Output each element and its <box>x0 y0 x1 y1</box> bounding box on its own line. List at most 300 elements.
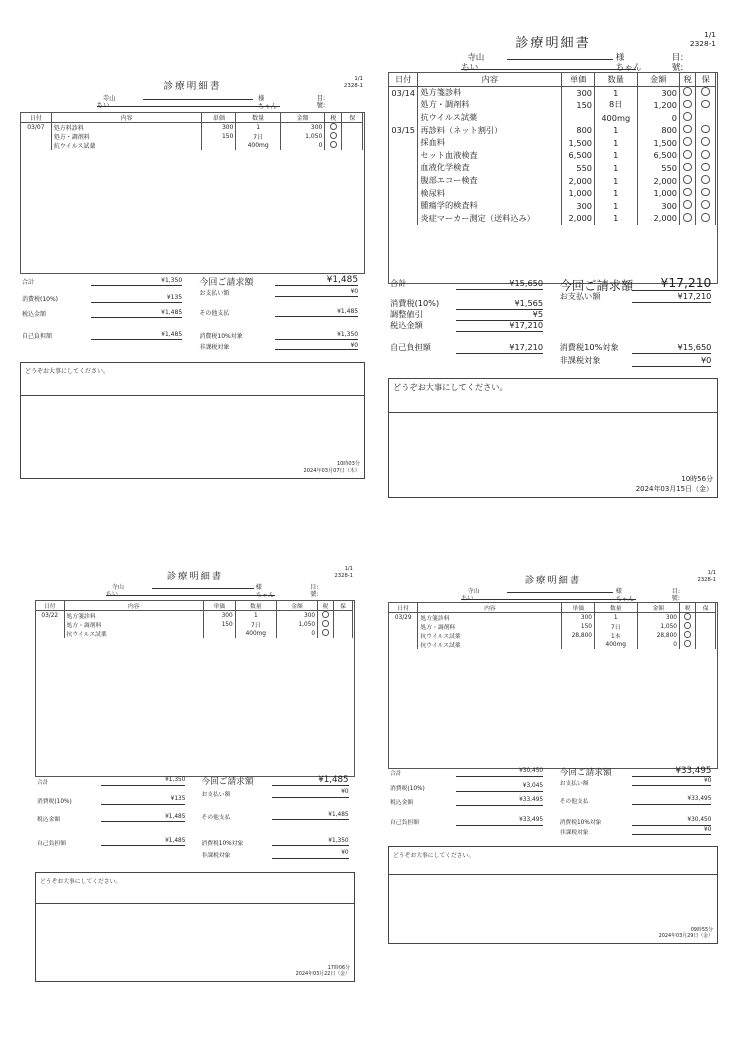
tax-included-total-label: 税込金額 <box>390 800 414 807</box>
owner-honorific: 様 <box>615 588 622 596</box>
item-insurance-mark <box>342 132 363 141</box>
item-date <box>389 136 418 149</box>
column-header: 内容 <box>51 113 201 123</box>
tax-circle-icon <box>322 611 329 618</box>
taxable-10-percent-underline <box>632 353 711 354</box>
pet-name-underline <box>461 69 636 70</box>
item-unit-price: 1,000 <box>562 187 595 200</box>
pet-honorific: ちゃん <box>615 63 642 74</box>
item-content: 腹部エコー検査 <box>418 174 562 187</box>
column-header: 内容 <box>64 601 203 611</box>
current-bill-value: ¥17,210 <box>660 276 712 290</box>
owner-last-name: 寺山 <box>467 52 485 63</box>
print-timestamp <box>659 927 713 940</box>
item-date <box>21 141 52 150</box>
insurance-circle-icon <box>701 213 710 222</box>
owner-name-underline <box>143 99 253 100</box>
non-taxable-value: ¥0 <box>350 341 359 349</box>
column-header: 金額 <box>280 113 324 123</box>
item-insurance-mark <box>696 622 716 631</box>
message-divider <box>389 874 717 875</box>
total-label: 合計 <box>390 278 407 288</box>
print-date: 2024年03月07日（木） <box>303 468 360 475</box>
tax-included-total-value: ¥33,495 <box>519 797 544 804</box>
item-content: 抗ウイルス試薬 <box>418 631 562 640</box>
item-amount: 1,500 <box>637 136 680 149</box>
item-amount: 28,800 <box>637 631 680 640</box>
message-text: どうぞお大事にしてください。 <box>393 382 508 392</box>
item-date <box>389 199 418 212</box>
tax-circle-icon <box>683 137 692 146</box>
ward-label: 目: <box>316 94 326 102</box>
consumption-tax-value: ¥135 <box>166 293 183 301</box>
taxable-10-percent-underline <box>632 825 711 826</box>
message-text: どうぞお大事にしてください。 <box>393 853 475 859</box>
item-tax-mark <box>680 149 696 162</box>
owner-last-name: 寺山 <box>102 94 116 102</box>
page-count: 1/1 <box>344 566 353 572</box>
item-unit-price: 28,800 <box>562 631 595 640</box>
item-date <box>389 187 418 200</box>
item-content: 処方・調剤料 <box>418 622 562 631</box>
item-date <box>36 620 65 629</box>
item-tax-mark <box>680 613 696 623</box>
owner-last-name: 寺山 <box>467 588 480 596</box>
table-row <box>389 199 716 212</box>
table-row <box>389 162 716 175</box>
patient-info <box>105 582 336 599</box>
item-insurance-mark <box>696 149 716 162</box>
tax-circle-icon <box>322 629 329 636</box>
message-divider <box>36 903 354 904</box>
header-row <box>389 603 716 613</box>
item-quantity: 1 <box>595 199 638 212</box>
item-tax-mark <box>318 620 334 629</box>
table-row <box>389 174 716 187</box>
item-amount: 1,050 <box>280 132 324 141</box>
item-amount: 1,050 <box>637 622 680 631</box>
tax-circle-icon <box>683 175 692 184</box>
header-row <box>21 113 363 123</box>
column-header: 内容 <box>418 73 562 87</box>
table-row <box>36 629 353 638</box>
item-tax-mark <box>680 99 696 112</box>
number-label: 號: <box>671 595 680 603</box>
total-underline <box>101 785 185 786</box>
item-quantity: 1 <box>595 212 638 225</box>
pet-name-underline <box>106 595 276 596</box>
message-box <box>35 872 355 982</box>
non-taxable-underline <box>272 858 349 859</box>
self-payment-value: ¥33,495 <box>519 817 544 823</box>
current-bill-underline <box>272 785 349 786</box>
non-taxable-label: 非課税対象 <box>201 853 231 860</box>
current-bill-value: ¥1,485 <box>318 775 349 785</box>
consumption-tax-value: ¥135 <box>170 796 186 803</box>
item-unit-price: 6,500 <box>562 149 595 162</box>
item-amount: 300 <box>276 611 317 621</box>
item-quantity: 7日 <box>236 132 280 141</box>
non-taxable-underline <box>632 366 711 367</box>
insurance-circle-icon <box>701 200 710 209</box>
item-content: 処方・調剤料 <box>64 620 203 629</box>
message-text: どうぞお大事にしてください。 <box>25 368 110 375</box>
item-quantity: 1 <box>595 187 638 200</box>
message-divider <box>21 395 364 396</box>
item-unit-price: 1,500 <box>562 136 595 149</box>
consumption-tax-value: ¥1,565 <box>514 298 544 309</box>
item-insurance-mark <box>696 162 716 175</box>
item-unit-price <box>562 111 595 124</box>
payment-amount-underline <box>272 797 349 798</box>
table-row <box>389 187 716 200</box>
page-number <box>690 30 716 48</box>
message-box <box>388 846 718 944</box>
current-bill-label: 今回ご請求額 <box>559 768 612 778</box>
payment-amount-value: ¥17,210 <box>677 290 712 301</box>
column-header: 日付 <box>21 113 52 123</box>
patient-info <box>461 586 698 603</box>
item-quantity: 1 <box>595 613 638 623</box>
items-table <box>35 600 353 638</box>
column-header: 金額 <box>276 601 317 611</box>
owner-name-underline <box>507 592 613 593</box>
print-timestamp <box>636 475 713 494</box>
item-amount: 0 <box>276 629 317 638</box>
consumption-tax-label: 消費税(10%) <box>390 786 425 793</box>
self-payment-label: 自己負担額 <box>390 820 419 826</box>
item-tax-mark <box>325 123 342 133</box>
number-label: 號: <box>316 101 326 109</box>
other-payment-label: その他支払 <box>201 814 231 821</box>
page-count: 1/1 <box>704 30 716 39</box>
table-row <box>389 622 716 631</box>
total-label: 合計 <box>22 279 35 286</box>
item-amount: 1,000 <box>637 187 680 200</box>
item-insurance-mark <box>696 613 716 623</box>
item-amount: 2,000 <box>637 212 680 225</box>
total-label: 合計 <box>390 771 402 777</box>
tax-included-total-underline <box>91 317 182 318</box>
current-bill-label: 今回ご請求額 <box>559 279 634 293</box>
total-value: ¥1,350 <box>165 777 186 783</box>
other-payment-label: その他支払 <box>199 309 230 317</box>
items-table <box>388 72 716 225</box>
non-taxable-value: ¥0 <box>700 355 712 366</box>
adjustment-discount-value: ¥5 <box>532 309 544 320</box>
table-row <box>36 620 353 629</box>
taxable-10-percent-label: 消費税10%対象 <box>559 820 602 826</box>
payment-amount-label: お支払い額 <box>559 290 601 301</box>
item-date <box>389 622 418 631</box>
self-payment-label: 自己負担額 <box>390 342 431 353</box>
other-payment-value: ¥1,485 <box>328 811 349 818</box>
item-unit-price: 300 <box>562 86 595 99</box>
number-label: 號: <box>671 62 684 73</box>
item-content: 抗ウイルス試薬 <box>418 111 562 124</box>
column-header: 保 <box>696 73 716 87</box>
item-unit-price: 800 <box>562 124 595 137</box>
receipt-title: 診療明細書 <box>515 36 591 51</box>
patient-info <box>96 93 345 110</box>
item-date <box>389 99 418 112</box>
item-tax-mark <box>680 86 696 99</box>
item-unit-price: 300 <box>204 611 236 621</box>
document-code: 2328-1 <box>334 572 353 579</box>
adjustment-discount-label: 調整値引 <box>390 309 423 320</box>
taxable-10-percent-label: 消費税10%対象 <box>201 840 244 847</box>
print-date: 2024年03月22日（金） <box>295 971 350 978</box>
item-quantity: 7日 <box>595 622 638 631</box>
pet-name-underline <box>461 599 636 600</box>
item-tax-mark <box>325 141 342 150</box>
item-tax-mark <box>318 629 334 638</box>
tax-included-total-label: 税込金額 <box>37 816 61 823</box>
column-header: 単価 <box>204 601 236 611</box>
tax-circle-icon <box>330 123 337 130</box>
consumption-tax-underline <box>456 791 543 792</box>
insurance-circle-icon <box>701 150 710 159</box>
item-quantity: 400mg <box>595 111 638 124</box>
print-timestamp <box>304 461 361 475</box>
item-date: 03/14 <box>389 86 418 99</box>
item-content: 処方・調剤料 <box>51 132 201 141</box>
current-bill-underline <box>275 285 358 286</box>
item-date <box>389 149 418 162</box>
item-insurance-mark <box>696 640 716 649</box>
payment-amount-value: ¥0 <box>341 789 349 796</box>
total-value: ¥1,350 <box>161 277 183 284</box>
receipt-document <box>388 568 718 946</box>
column-header: 保 <box>696 603 716 613</box>
table-row <box>21 123 363 133</box>
tax-circle-icon <box>330 132 337 139</box>
column-header: 日付 <box>389 73 418 87</box>
insurance-circle-icon <box>701 100 710 109</box>
pet-name: ちい <box>461 595 474 603</box>
column-header: 数量 <box>595 73 638 87</box>
pet-honorific: ちゃん <box>615 595 634 603</box>
document-code: 2328-1 <box>343 82 363 89</box>
item-quantity: 1 <box>595 174 638 187</box>
self-payment-underline <box>101 845 185 846</box>
consumption-tax-label: 消費税(10%) <box>390 298 440 309</box>
print-time: 17時06分 <box>327 964 350 971</box>
items-table-header <box>389 603 716 613</box>
payment-amount-underline <box>632 785 711 786</box>
pet-name: ちい <box>461 62 479 73</box>
items-table-body <box>389 613 716 650</box>
page-count: 1/1 <box>354 76 363 82</box>
taxable-10-percent-underline <box>275 339 358 340</box>
table-row <box>389 86 716 99</box>
item-tax-mark <box>318 611 334 621</box>
item-amount: 300 <box>280 123 324 133</box>
non-taxable-underline <box>632 834 711 835</box>
taxable-10-percent-value: ¥30,450 <box>687 817 712 823</box>
tax-circle-icon <box>330 141 337 148</box>
insurance-circle-icon <box>701 188 710 197</box>
column-header: 数量 <box>236 113 280 123</box>
pet-honorific: ちゃん <box>258 102 277 110</box>
insurance-circle-icon <box>701 175 710 184</box>
item-amount: 550 <box>637 162 680 175</box>
pet-honorific: ちゃん <box>255 591 275 599</box>
total-underline <box>456 289 543 290</box>
summary-block <box>35 777 355 872</box>
tax-circle-icon <box>683 125 692 134</box>
table-row <box>21 132 363 141</box>
item-unit-price: 300 <box>562 199 595 212</box>
item-unit-price: 150 <box>562 99 595 112</box>
print-date: 2024年03月15日（金） <box>635 484 713 493</box>
receipt-document <box>20 72 365 482</box>
print-time: 09時55分 <box>690 926 713 933</box>
item-insurance-mark <box>342 141 363 150</box>
items-table <box>20 112 363 150</box>
self-payment-value: ¥1,485 <box>161 330 183 338</box>
tax-included-total-underline <box>101 821 185 822</box>
item-amount: 800 <box>637 124 680 137</box>
insurance-circle-icon <box>701 137 710 146</box>
item-insurance-mark <box>696 212 716 225</box>
owner-name-underline <box>507 59 613 60</box>
summary-block <box>20 277 365 362</box>
item-insurance-mark <box>333 620 352 629</box>
item-insurance-mark <box>696 631 716 640</box>
tax-circle-icon <box>683 188 692 197</box>
other-payment-value: ¥33,495 <box>687 796 712 802</box>
message-box <box>20 362 365 479</box>
consumption-tax-underline <box>101 804 185 805</box>
non-taxable-label: 非課税対象 <box>199 343 230 351</box>
self-payment-label: 自己負担額 <box>22 332 53 340</box>
other-payment-value: ¥1,485 <box>337 307 359 315</box>
receipt-title: 診療明細書 <box>166 571 224 582</box>
payment-amount-label: お支払い額 <box>559 780 589 787</box>
current-bill-value: ¥33,495 <box>675 766 712 776</box>
consumption-tax-underline <box>91 302 182 303</box>
total-underline <box>456 776 543 777</box>
item-content: セット血液検査 <box>418 149 562 162</box>
page-number <box>698 570 717 583</box>
header-row <box>36 601 353 611</box>
item-unit-price: 150 <box>204 620 236 629</box>
taxable-10-percent-value: ¥1,350 <box>337 330 359 338</box>
other-payment-label: その他支払 <box>559 799 589 805</box>
column-header: 単価 <box>562 73 595 87</box>
non-taxable-underline <box>275 349 358 350</box>
item-content: 処方箋診料 <box>64 611 203 621</box>
owner-honorific: 様 <box>255 584 262 592</box>
column-header: 税 <box>318 601 334 611</box>
non-taxable-value: ¥0 <box>341 850 349 857</box>
tax-circle-icon <box>683 112 692 121</box>
item-insurance-mark <box>696 174 716 187</box>
owner-last-name: 寺山 <box>111 584 124 592</box>
payment-amount-label: お支払い額 <box>199 289 230 297</box>
column-header: 保 <box>342 113 363 123</box>
pet-name: ちい <box>96 101 110 109</box>
item-unit-price <box>204 629 236 638</box>
tax-included-total-value: ¥1,485 <box>161 309 183 317</box>
item-date <box>389 212 418 225</box>
tax-circle-icon <box>683 150 692 159</box>
item-insurance-mark <box>342 123 363 133</box>
insurance-circle-icon <box>701 87 710 96</box>
item-unit-price: 300 <box>202 123 236 133</box>
page-number <box>344 76 363 90</box>
column-header: 金額 <box>637 603 680 613</box>
current-bill-value: ¥1,485 <box>326 275 359 285</box>
non-taxable-label: 非課税対象 <box>559 829 589 836</box>
item-content: 抗ウイルス試薬 <box>51 141 201 150</box>
item-date <box>21 132 52 141</box>
tax-included-total-label: 税込金額 <box>22 311 47 319</box>
payment-amount-value: ¥0 <box>704 777 712 784</box>
column-header: 日付 <box>36 601 65 611</box>
item-tax-mark <box>680 174 696 187</box>
item-tax-mark <box>680 199 696 212</box>
column-header: 数量 <box>235 601 276 611</box>
item-date: 03/29 <box>389 613 418 623</box>
item-tax-mark <box>680 631 696 640</box>
table-row <box>389 111 716 124</box>
item-amount: 300 <box>637 199 680 212</box>
taxable-10-percent-label: 消費税10%対象 <box>559 342 619 353</box>
tax-circle-icon <box>684 622 691 629</box>
item-date <box>36 629 65 638</box>
item-date: 03/15 <box>389 124 418 137</box>
item-content: 採血料 <box>418 136 562 149</box>
payment-amount-underline <box>632 302 711 303</box>
item-quantity: 8日 <box>595 99 638 112</box>
table-row <box>389 212 716 225</box>
tax-circle-icon <box>683 87 692 96</box>
consumption-tax-label: 消費税(10%) <box>22 295 59 303</box>
item-unit-price: 2,000 <box>562 212 595 225</box>
document-code: 2328-1 <box>697 576 716 583</box>
column-header: 保 <box>333 601 352 611</box>
tax-circle-icon <box>322 620 329 627</box>
owner-honorific: 様 <box>615 52 625 63</box>
message-text: どうぞお大事にしてください。 <box>40 879 122 885</box>
item-date <box>389 640 418 649</box>
ward-label: 目: <box>671 588 680 596</box>
item-amount: 6,500 <box>637 149 680 162</box>
tax-circle-icon <box>683 163 692 172</box>
item-date <box>389 631 418 640</box>
item-quantity: 1本 <box>595 631 638 640</box>
table-row <box>389 613 716 623</box>
column-header: 金額 <box>637 73 680 87</box>
item-quantity: 1 <box>595 86 638 99</box>
insurance-circle-icon <box>701 125 710 134</box>
receipt-document <box>388 28 718 498</box>
message-divider <box>389 412 717 413</box>
self-payment-underline <box>91 339 182 340</box>
column-header: 単価 <box>202 113 236 123</box>
item-date <box>389 174 418 187</box>
table-row <box>389 631 716 640</box>
header-row <box>389 73 716 87</box>
document-code: 2328-1 <box>689 39 716 49</box>
ward-label: 目: <box>671 52 684 63</box>
column-header: 税 <box>680 603 696 613</box>
pet-name-underline <box>97 106 280 107</box>
column-header: 単価 <box>562 603 595 613</box>
tax-circle-icon <box>684 631 691 638</box>
